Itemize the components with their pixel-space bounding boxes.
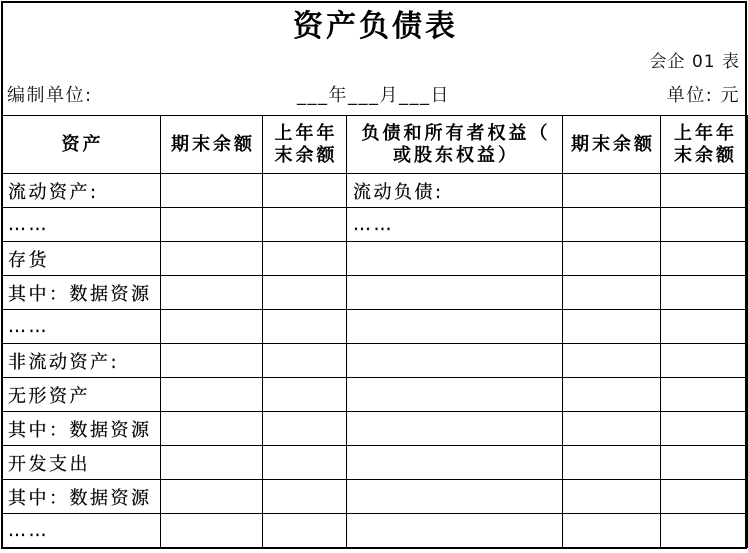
asset-prior-year-balance-cell	[263, 344, 347, 378]
header-line: 末余额	[674, 144, 737, 166]
header-line: 上年年	[674, 122, 737, 144]
liability-item-cell	[347, 412, 563, 446]
liability-closing-balance-cell	[563, 174, 661, 208]
asset-item-cell: 非流动资产:	[2, 344, 161, 378]
asset-closing-balance-cell	[161, 208, 263, 242]
liability-closing-balance-cell	[563, 514, 661, 548]
liability-prior-year-balance-cell	[661, 446, 748, 480]
asset-prior-year-balance-cell	[263, 242, 347, 276]
asset-item-cell: 其中：数据资源	[2, 412, 161, 446]
header-liabilities-prior-year-balance	[661, 116, 748, 174]
asset-closing-balance-cell	[161, 174, 263, 208]
asset-prior-year-balance-cell	[263, 208, 347, 242]
table-row	[2, 446, 748, 480]
header-line: 末余额	[274, 144, 338, 166]
liability-closing-balance-cell	[563, 344, 661, 378]
liability-prior-year-balance-cell	[661, 344, 748, 378]
table-row	[2, 242, 748, 276]
asset-prior-year-balance-cell	[263, 378, 347, 412]
header-liabilities-equity	[347, 116, 563, 174]
asset-closing-balance-cell	[161, 514, 263, 548]
asset-prior-year-balance-cell	[263, 310, 347, 344]
balance-sheet-table	[1, 115, 748, 548]
asset-item-cell: 存货	[2, 242, 161, 276]
liability-item-cell	[347, 446, 563, 480]
header-assets	[2, 116, 161, 174]
table-row	[2, 378, 748, 412]
header-assets-prior-year-balance	[263, 116, 347, 174]
asset-prior-year-balance-cell	[263, 514, 347, 548]
liability-prior-year-balance-cell	[661, 378, 748, 412]
liability-closing-balance-cell	[563, 310, 661, 344]
form-title: 资产负债表	[293, 9, 458, 44]
date-label: ___年___月___日	[297, 85, 450, 106]
liability-prior-year-balance-cell	[661, 174, 748, 208]
liability-prior-year-balance-cell	[661, 276, 748, 310]
header-line: 期末余额	[171, 133, 255, 155]
currency-unit-label: 单位: 元	[666, 85, 740, 106]
header-line: 或股东权益）	[393, 144, 519, 166]
asset-item-cell: 流动资产:	[2, 174, 161, 208]
asset-prior-year-balance-cell	[263, 446, 347, 480]
form-code-label: 会企 01 表	[649, 52, 740, 72]
asset-item-cell: 无形资产	[2, 378, 161, 412]
asset-item-cell: 其中：数据资源	[2, 276, 161, 310]
liability-item-cell	[347, 344, 563, 378]
header-line: 上年年	[274, 122, 338, 144]
asset-prior-year-balance-cell	[263, 480, 347, 514]
liability-closing-balance-cell	[563, 446, 661, 480]
asset-item-cell: ……	[2, 514, 161, 548]
asset-closing-balance-cell	[161, 446, 263, 480]
header-liabilities-closing-balance	[563, 116, 661, 174]
asset-prior-year-balance-cell	[263, 412, 347, 446]
header-assets-closing-balance	[161, 116, 263, 174]
preparer-label: 编制单位:	[7, 85, 93, 106]
liability-item-cell	[347, 276, 563, 310]
liability-item-cell: 流动负债:	[347, 174, 563, 208]
asset-closing-balance-cell	[161, 412, 263, 446]
table-row	[2, 276, 748, 310]
liability-closing-balance-cell	[563, 242, 661, 276]
liability-item-cell	[347, 310, 563, 344]
table-row	[2, 480, 748, 514]
liability-item-cell	[347, 514, 563, 548]
asset-prior-year-balance-cell	[263, 276, 347, 310]
liability-closing-balance-cell	[563, 412, 661, 446]
table-row	[2, 208, 748, 242]
liability-item-cell	[347, 242, 563, 276]
asset-closing-balance-cell	[161, 310, 263, 344]
liability-prior-year-balance-cell	[661, 480, 748, 514]
table-header-row	[2, 116, 748, 174]
asset-closing-balance-cell	[161, 344, 263, 378]
table-row	[2, 514, 748, 548]
asset-item-cell: 开发支出	[2, 446, 161, 480]
liability-prior-year-balance-cell	[661, 514, 748, 548]
liability-closing-balance-cell	[563, 480, 661, 514]
liability-closing-balance-cell	[563, 208, 661, 242]
header-line: 资产	[61, 133, 104, 155]
asset-item-cell: ……	[2, 310, 161, 344]
liability-prior-year-balance-cell	[661, 310, 748, 344]
table-row	[2, 412, 748, 446]
header-line: 期末余额	[571, 133, 655, 155]
asset-prior-year-balance-cell	[263, 174, 347, 208]
asset-item-cell: ……	[2, 208, 161, 242]
table-row	[2, 310, 748, 344]
liability-closing-balance-cell	[563, 378, 661, 412]
asset-closing-balance-cell	[161, 480, 263, 514]
liability-item-cell: ……	[347, 208, 563, 242]
asset-item-cell: 其中：数据资源	[2, 480, 161, 514]
liability-prior-year-balance-cell	[661, 242, 748, 276]
asset-closing-balance-cell	[161, 378, 263, 412]
liability-item-cell	[347, 378, 563, 412]
asset-closing-balance-cell	[161, 276, 263, 310]
header-line: 负债和所有者权益（	[361, 122, 551, 144]
liability-item-cell	[347, 480, 563, 514]
asset-closing-balance-cell	[161, 242, 263, 276]
liability-prior-year-balance-cell	[661, 412, 748, 446]
liability-closing-balance-cell	[563, 276, 661, 310]
liability-prior-year-balance-cell	[661, 208, 748, 242]
table-row	[2, 174, 748, 208]
table-row	[2, 344, 748, 378]
